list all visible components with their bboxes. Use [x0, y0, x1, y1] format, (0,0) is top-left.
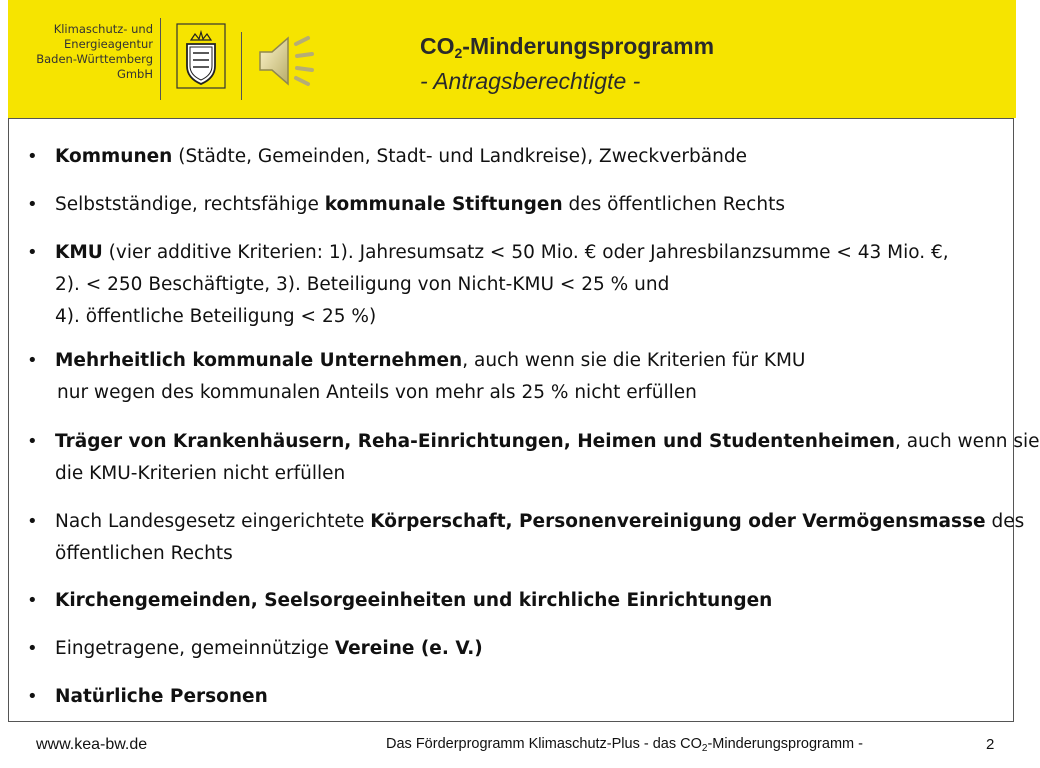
- slide-title: [420, 32, 714, 95]
- bullet-emphasis: Träger von Krankenhäusern, Reha-Einrichtungen, Heimen und Studentenheimen: [55, 431, 895, 452]
- bullet-item: [27, 633, 1012, 665]
- bullet-text: (vier additive Kriterien: 1). Jahresumsatz < 50 Mio. € oder Jahresbilanzsumme < 43 Mio. €,: [102, 242, 949, 263]
- logo-text: [36, 22, 153, 82]
- header-bar: [8, 0, 1016, 118]
- bullet-emphasis: kommunale Stiftungen: [324, 194, 563, 215]
- bullet-line: [55, 633, 483, 665]
- footer-url[interactable]: www.kea-bw.de: [36, 736, 148, 753]
- bullet-line: [55, 426, 1040, 458]
- bullet-line: [55, 458, 345, 490]
- bullet-line: [55, 269, 669, 301]
- bullet-dot: •: [27, 511, 38, 532]
- bullet-item: [27, 681, 1012, 713]
- bullet-text: die KMU-Kriterien nicht erfüllen: [55, 463, 346, 484]
- bullet-emphasis: Natürliche Personen: [55, 686, 268, 707]
- bullet-item: [27, 237, 1012, 333]
- kea-logo[interactable]: [28, 18, 243, 100]
- bullet-emphasis: Vereine (e. V.): [334, 638, 483, 659]
- bullet-text: Eingetragene, gemeinnützige: [55, 638, 335, 659]
- bullet-item: [27, 189, 1012, 221]
- bullet-dot: •: [27, 686, 38, 707]
- title-co: CO: [420, 33, 455, 59]
- bullet-emphasis: Mehrheitlich kommunale Unternehmen: [55, 350, 463, 371]
- bullet-dot: •: [27, 590, 38, 611]
- bullet-dot: •: [27, 350, 38, 371]
- bullet-line: [55, 506, 1024, 538]
- title-sub2: 2: [454, 45, 463, 61]
- bullet-item: [27, 141, 1012, 173]
- bullet-text: des: [985, 511, 1025, 532]
- bullet-line: [55, 538, 233, 570]
- bullet-dot: •: [27, 638, 38, 659]
- bullet-text: , auch wenn sie die Kriterien für KMU: [462, 350, 806, 371]
- bullet-dot: •: [27, 146, 38, 167]
- bullet-item: [27, 506, 1025, 570]
- logo-line: GmbH: [116, 67, 153, 81]
- bullet-line: [57, 377, 697, 409]
- bullet-line: [55, 345, 805, 377]
- bullet-dot: •: [27, 194, 38, 215]
- bullet-text: 4). öffentliche Beteiligung < 25 %): [55, 306, 377, 327]
- bullet-text: des öffentlichen Rechts: [562, 194, 785, 215]
- bullet-text: (Städte, Gemeinden, Stadt- und Landkreise), Zweckverbände: [172, 146, 747, 167]
- bullet-text: nur wegen des kommunalen Anteils von mehr als 25 % nicht erfüllen: [57, 382, 697, 403]
- bullet-item: [27, 585, 1012, 617]
- title-suffix: -Minderungsprogramm: [462, 33, 715, 59]
- content-box: [8, 118, 1040, 722]
- title-main: [420, 32, 714, 67]
- bullet-emphasis: KMU: [55, 242, 103, 263]
- bullet-text: Nach Landesgesetz eingerichtete: [55, 511, 371, 532]
- bullet-text: 2). < 250 Beschäftigte, 3). Beteiligung von Nicht-KMU < 25 % und: [55, 274, 670, 295]
- logo-line: Baden-Württemberg: [36, 52, 153, 66]
- bullet-emphasis: Kommunen: [55, 146, 173, 167]
- bullet-dot: •: [27, 242, 38, 263]
- logo-line: Energieagentur: [64, 37, 153, 51]
- bullet-emphasis: Körperschaft, Personenvereinigung oder Vermögensmasse: [370, 511, 986, 532]
- footer-caption: [386, 736, 863, 754]
- bullet-text: öffentlichen Rechts: [55, 543, 233, 564]
- bullet-text: , auch wenn sie: [894, 431, 1040, 452]
- page-number: 2: [986, 736, 995, 753]
- bullet-line: [55, 189, 785, 221]
- bullet-item: [27, 345, 1012, 409]
- title-subtitle: - Antragsberechtigte -: [420, 68, 641, 94]
- logo-line: Klimaschutz- und: [53, 22, 153, 36]
- caption-suffix: -Minderungsprogramm -: [707, 736, 863, 752]
- caption-sub: 2: [701, 743, 708, 754]
- bullet-line: [55, 237, 949, 269]
- bullet-line: [55, 141, 747, 173]
- logo-divider: [160, 18, 161, 100]
- bullet-line: [55, 585, 772, 617]
- bullet-text: Selbstständige, rechtsfähige: [55, 194, 325, 215]
- bullet-item: [27, 426, 1040, 490]
- speaker-icon[interactable]: [256, 30, 326, 92]
- bullet-line: [55, 681, 268, 713]
- bullet-line: [55, 301, 376, 333]
- bullet-emphasis: Kirchengemeinden, Seelsorgeeinheiten und kirchliche Einrichtungen: [55, 590, 773, 611]
- coat-of-arms-icon: [173, 20, 229, 94]
- caption-prefix: Das Förderprogramm Klimaschutz-Plus - das CO: [386, 736, 702, 752]
- logo-divider: [241, 32, 242, 100]
- bullet-dot: •: [27, 431, 38, 452]
